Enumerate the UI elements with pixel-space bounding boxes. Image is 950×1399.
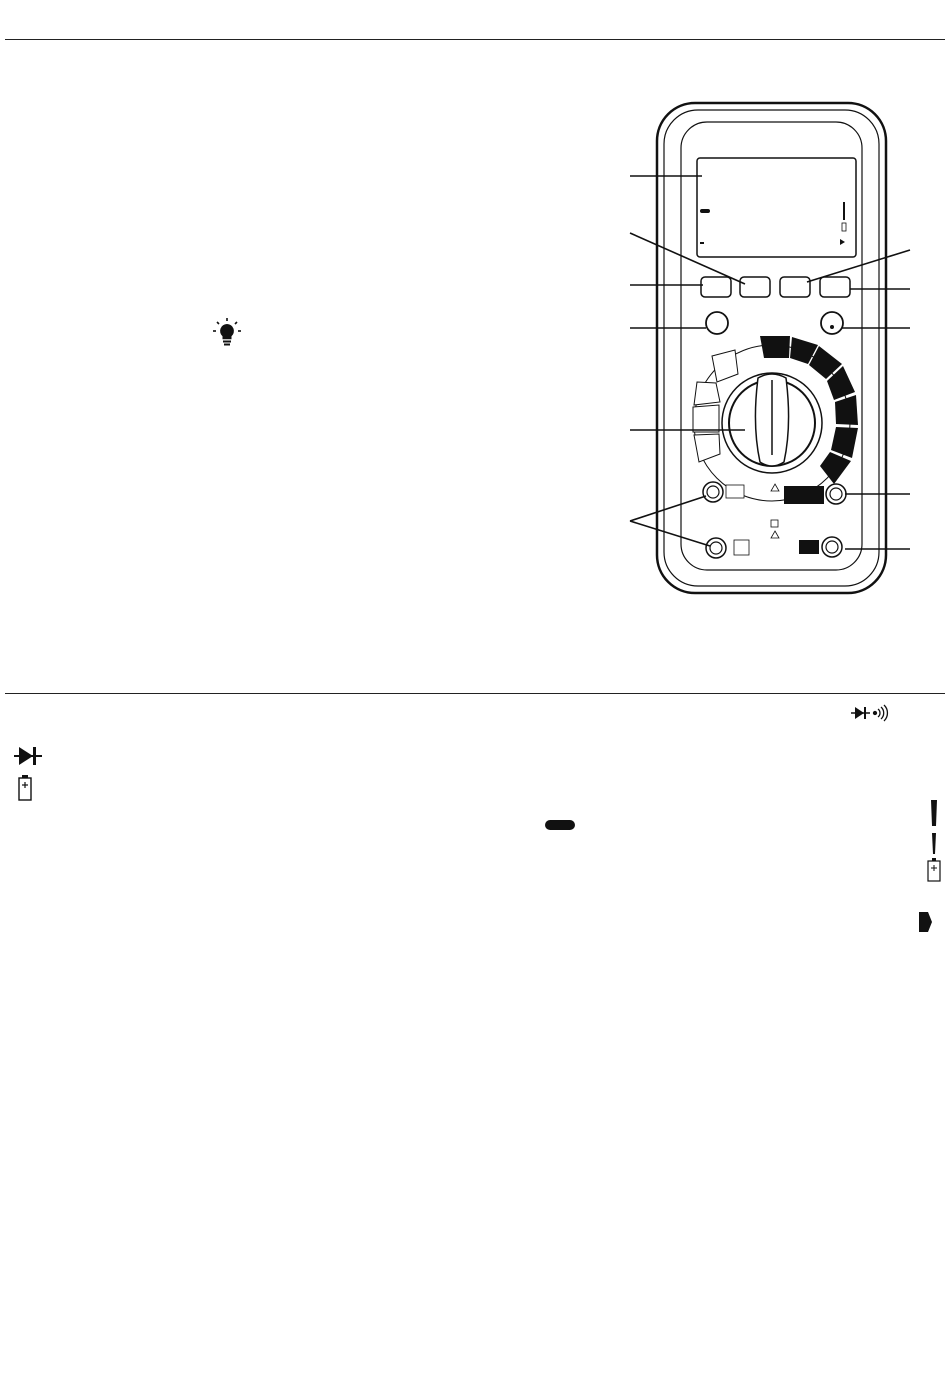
- jack-vohm[interactable]: [826, 484, 846, 504]
- jack-com[interactable]: [822, 537, 842, 557]
- diode-icon: [14, 744, 42, 768]
- peak-button[interactable]: [820, 277, 850, 297]
- lcd-large-dash: [545, 820, 575, 830]
- middle-rule: [5, 693, 945, 694]
- vohm-jack-label-box: [784, 486, 824, 504]
- backlight-bulb-icon: [212, 317, 242, 347]
- lcd-large-battery-icon: [928, 858, 940, 881]
- top-rule: [5, 39, 945, 40]
- jack-ua-ma[interactable]: [706, 538, 726, 558]
- rel-button[interactable]: [740, 277, 770, 297]
- range-button[interactable]: [701, 277, 731, 297]
- hold-button[interactable]: [821, 312, 843, 334]
- lcd-small: [697, 158, 856, 257]
- lcd-large-diode-icon: [851, 707, 870, 719]
- rotary-dial-knob[interactable]: [722, 373, 822, 473]
- lcd-large-bar-arrow: [919, 912, 932, 932]
- jack-10a[interactable]: [703, 482, 723, 502]
- mode-button[interactable]: [706, 312, 728, 334]
- battery-icon: [17, 774, 33, 802]
- multimeter-diagram: [600, 100, 945, 600]
- lcd-large: [530, 698, 945, 943]
- max-min-button[interactable]: [780, 277, 810, 297]
- lcd-large-continuity-icon: [874, 705, 888, 721]
